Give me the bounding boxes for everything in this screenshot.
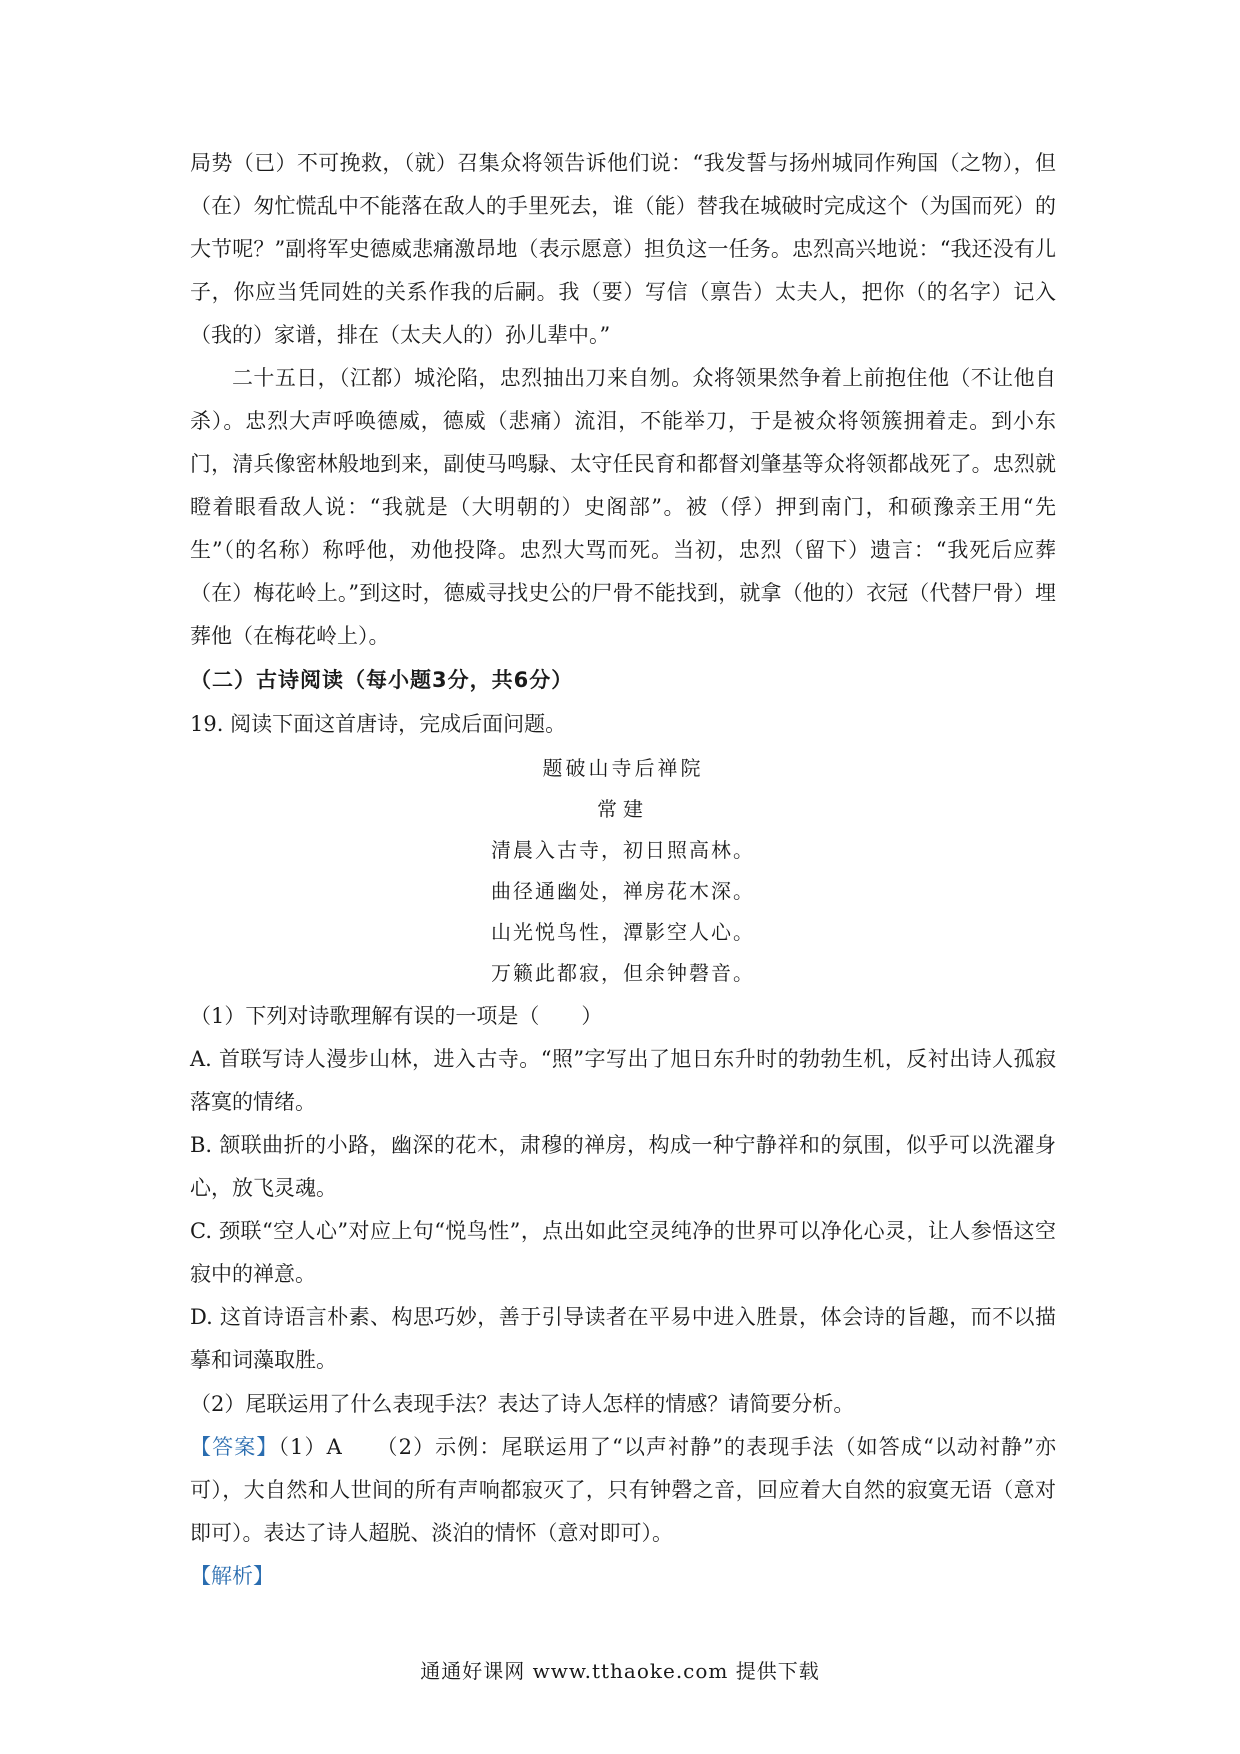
poem-author: 常建 <box>597 797 649 821</box>
option-d: D. 这首诗语言朴素、构思巧妙，善于引导读者在平易中进入胜景，体会诗的旨趣，而不以描摹和词藻取胜。 <box>190 1305 1056 1372</box>
poem-title: 题破山寺后禅院 <box>542 756 704 780</box>
poem-line: 曲径通幽处，禅房花木深。 <box>491 879 755 903</box>
answer-block <box>190 1426 1056 1555</box>
poem-line: 山光悦鸟性，潭影空人心。 <box>491 920 755 944</box>
analysis-block <box>190 1555 1056 1598</box>
option-c: C. 颈联“空人心”对应上句“悦鸟性”，点出如此空灵纯净的世界可以净化心灵，让人参悟这空寂中的禅意。 <box>190 1219 1056 1286</box>
document-body <box>190 142 1056 1598</box>
poem-line: 万籁此都寂，但余钟磬音。 <box>491 961 755 985</box>
sub-question-1: （1）下列对诗歌理解有误的一项是（ ） <box>190 1004 603 1028</box>
section-heading: （二）古诗阅读（每小题3分，共6分） <box>190 668 574 692</box>
sub-question-2: （2）尾联运用了什么表现手法？表达了诗人怎样的情感？请简要分析。 <box>190 1392 855 1416</box>
page-footer: 通通好课网 www.tthaoke.com 提供下载 <box>420 1659 820 1683</box>
translation-paragraph-2: 二十五日，（江都）城沦陷，忠烈抽出刀来自刎。众将领果然争着上前抱住他（不让他自杀）。忠烈大声呼唤德威，德威（悲痛）流泪，不能举刀，于是被众将领簇拥着走。到小东门，清兵像密林般地到来，副使马鸣騄、太守任民育和都督刘肇基等众将领都战死了。忠烈就瞪着眼看敌人说：“我就是（大明朝的）史阁部”。被（俘）押到南门，和硕豫亲王用“先生”（的名称）称呼他，劝他投降。忠烈大骂而死。当初，忠烈（留下）遗言：“我死后应葬（在）梅花岭上。”到这时，德威寻找史公的尸骨不能找到，就拿（他的）衣冠（代替尸骨）埋葬他（在梅花岭上）。 <box>190 366 1056 648</box>
analysis-tag: 【解析】 <box>190 1564 274 1588</box>
option-b: B. 颔联曲折的小路，幽深的花木，肃穆的禅房，构成一种宁静祥和的氛围，似乎可以洗濯身心，放飞灵魂。 <box>190 1133 1056 1200</box>
translation-paragraph-1: 局势（已）不可挽救，（就）召集众将领告诉他们说：“我发誓与扬州城同作殉国（之物），但（在）匆忙慌乱中不能落在敌人的手里死去，谁（能）替我在城破时完成这个（为国而死）的大节呢？”副将军史德威悲痛激昂地（表示愿意）担负这一任务。忠烈高兴地说：“我还没有儿子，你应当凭同姓的关系作我的后嗣。我（要）写信（禀告）太夫人，把你（的名字）记入（我的）家谱，排在（太夫人的）孙儿辈中。” <box>190 151 1056 347</box>
poem-line: 清晨入古寺，初日照高林。 <box>491 838 755 862</box>
poem <box>190 748 1056 994</box>
question-19-prompt: 19. 阅读下面这首唐诗，完成后面问题。 <box>190 712 567 736</box>
answer-text: （1）A （2）示例：尾联运用了“以声衬静”的表现手法（如答成“以动衬静”亦可），大自然和人世间的所有声响都寂灭了，只有钟磬之音，回应着大自然的寂寞无语（意对即可）。表达了诗人超脱、淡泊的情怀（意对即可）。 <box>190 1435 1057 1545</box>
answer-tag: 【答案】 <box>190 1435 279 1459</box>
option-a: A. 首联写诗人漫步山林，进入古寺。“照”字写出了旭日东升时的勃勃生机，反衬出诗人孤寂落寞的情绪。 <box>190 1047 1056 1114</box>
